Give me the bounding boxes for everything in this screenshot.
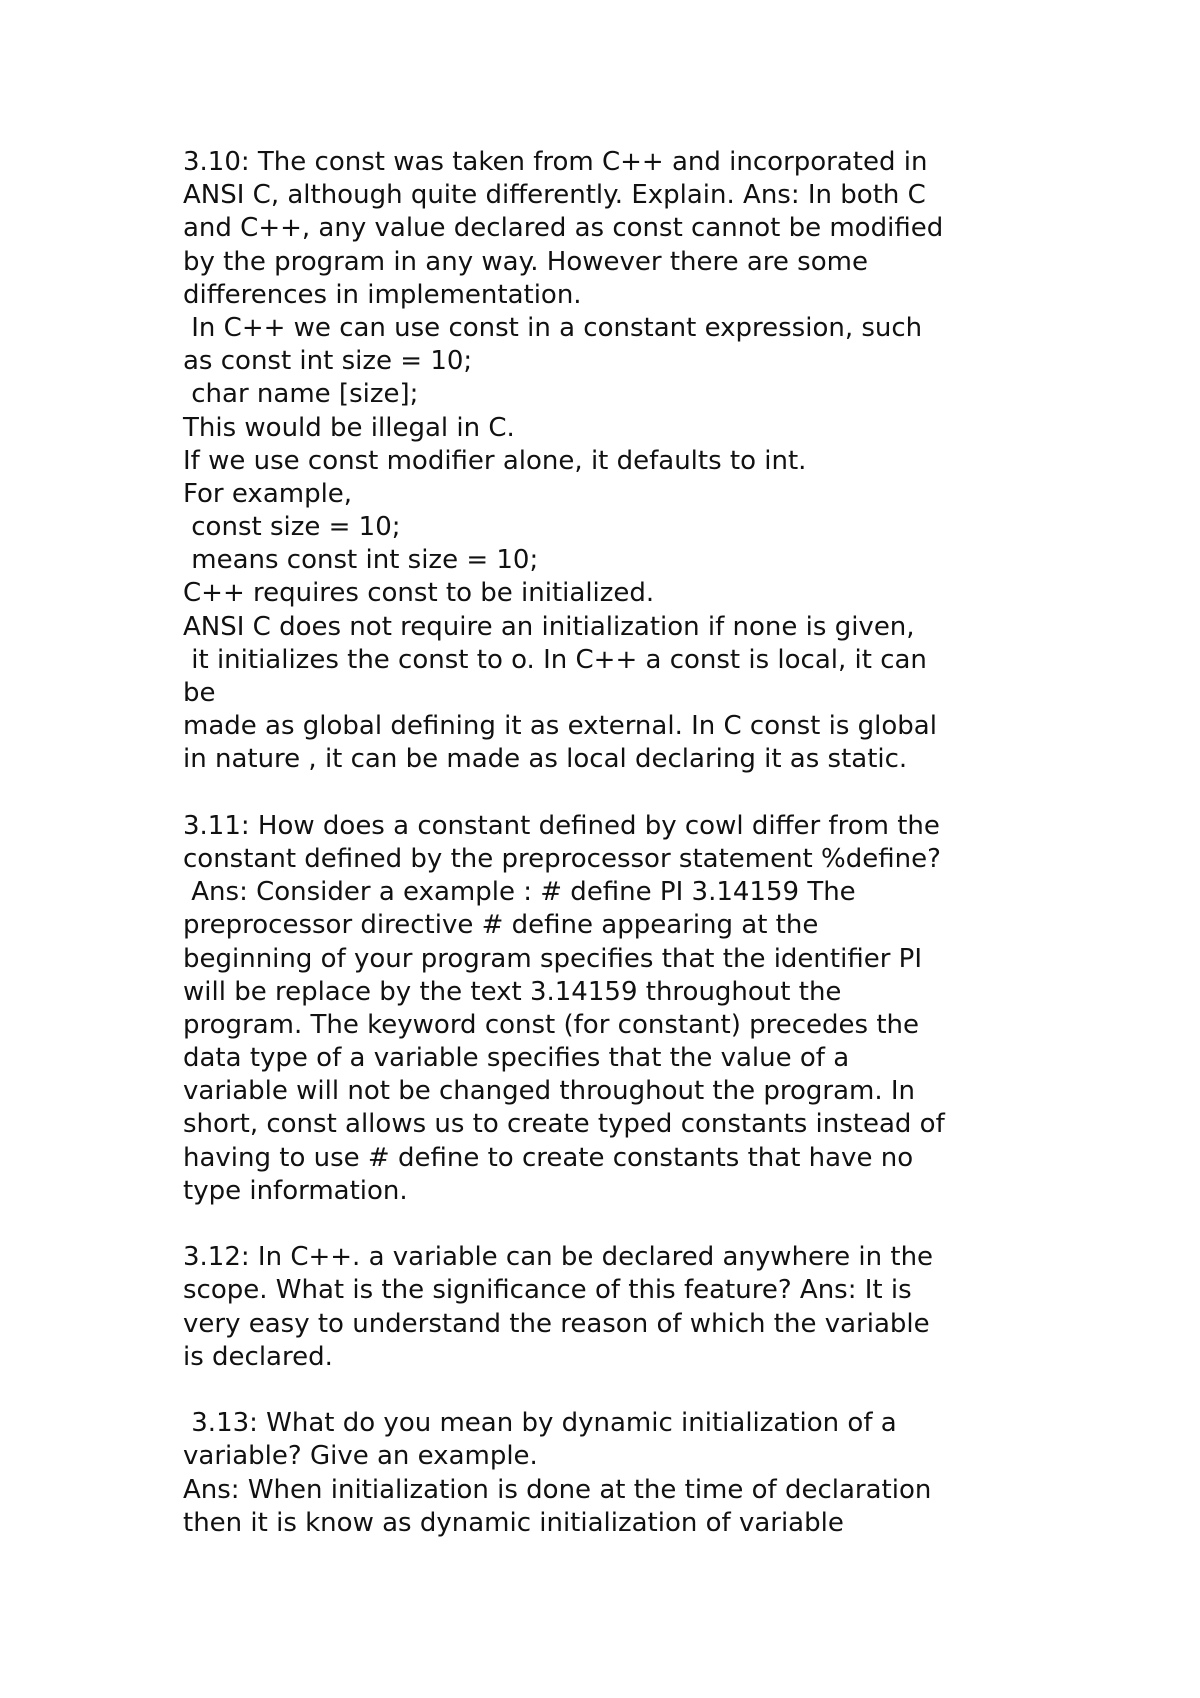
text-line: ANSI C, although quite differently. Explain. Ans: In both C (183, 180, 926, 211)
text-line: then it is know as dynamic initialization of variable (183, 1507, 844, 1538)
text-line: data type of a variable specifies that the value of a (183, 1043, 850, 1074)
text-line: scope. What is the significance of this feature? Ans: It is (183, 1275, 912, 1306)
text-line: If we use const modifier alone, it defaults to int. (183, 445, 807, 476)
text-line: This would be illegal in C. (183, 412, 515, 443)
text-line: as const int size = 10; (183, 346, 473, 377)
text-line: preprocessor directive # define appearing at the (183, 910, 819, 941)
section-3-10 (183, 146, 1043, 777)
text-line: C++ requires const to be initialized. (183, 578, 655, 609)
document-text (183, 146, 1043, 1540)
section-3-11 (183, 810, 1043, 1208)
text-line: is declared. (183, 1341, 333, 1372)
text-line: in nature , it can be made as local declaring it as static. (183, 744, 908, 775)
text-line: 3.12: In C++. a variable can be declared anywhere in the (183, 1242, 934, 1273)
text-line: made as global defining it as external. In C const is global (183, 711, 937, 742)
text-line: very easy to understand the reason of which the variable (183, 1308, 930, 1339)
text-line: program. The keyword const (for constant) precedes the (183, 1009, 919, 1040)
section-gap (183, 1374, 1043, 1407)
text-line: 3.11: How does a constant defined by cowl differ from the (183, 810, 940, 841)
section-3-13 (183, 1407, 1043, 1540)
text-line: short, const allows us to create typed constants instead of (183, 1109, 945, 1140)
text-line: differences in implementation. (183, 279, 582, 310)
text-line: ANSI C does not require an initialization if none is given, (183, 611, 915, 642)
text-line: having to use # define to create constants that have no (183, 1142, 914, 1173)
text-line: char name [size]; (183, 379, 419, 410)
text-line: For example, (183, 478, 353, 509)
text-line: be (183, 678, 216, 708)
text-line: beginning of your program specifies that the identifier PI (183, 943, 922, 974)
text-line: const size = 10; (183, 512, 401, 543)
text-line: 3.13: What do you mean by dynamic initialization of a (183, 1408, 897, 1439)
text-line: 3.10: The const was taken from C++ and incorporated in (183, 147, 928, 177)
text-line: Ans: When initialization is done at the time of declaration (183, 1474, 932, 1505)
section-gap (183, 777, 1043, 810)
text-line: and C++, any value declared as const cannot be modified (183, 213, 944, 244)
section-3-12 (183, 1241, 1043, 1374)
text-line: by the program in any way. However there are some (183, 246, 868, 277)
text-line: type information. (183, 1175, 408, 1206)
section-gap (183, 1208, 1043, 1241)
text-line: In C++ we can use const in a constant expression, such (183, 312, 923, 343)
text-line: variable will not be changed throughout the program. In (183, 1076, 916, 1107)
text-line: it initializes the const to o. In C++ a const is local, it can (183, 644, 927, 675)
text-line: means const int size = 10; (183, 545, 539, 576)
text-line: Ans: Consider a example : # define PI 3.14159 The (183, 877, 856, 908)
text-line: constant defined by the preprocessor statement %define? (183, 843, 941, 874)
text-line: variable? Give an example. (183, 1441, 538, 1472)
text-line: will be replace by the text 3.14159 throughout the (183, 976, 842, 1007)
